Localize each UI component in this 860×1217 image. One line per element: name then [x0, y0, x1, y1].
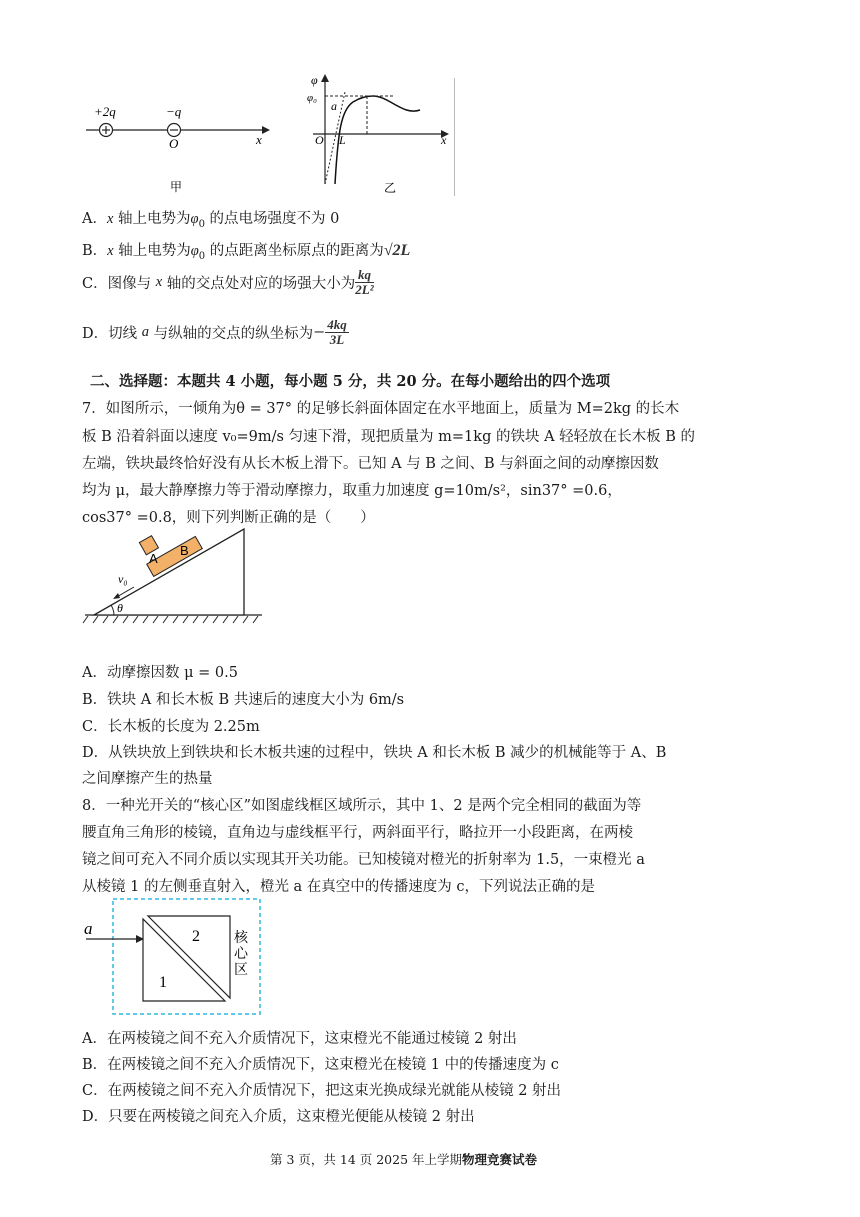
- q8-line-4: 从棱镜 1 的左侧垂直射入，橙光 a 在真空中的传播速度为 c，下列说法正确的是: [82, 879, 596, 895]
- figure-divider: [454, 78, 455, 196]
- q7-line-3: 左端，铁块最终恰好没有从长木板上滑下。已知 A 与 B 之间、B 与斜面之间的动摩擦因数: [82, 456, 659, 472]
- q7-line-5: cos37° =0.8，则下列判断正确的是（ ）: [82, 510, 375, 526]
- origin-label: O: [169, 136, 179, 151]
- block-a-label: A: [149, 551, 158, 566]
- a-label: a: [331, 99, 337, 113]
- prism-figure: [80, 895, 270, 1020]
- phi-axis-label: φ: [311, 73, 318, 87]
- q7-option-d-2: 之间摩擦产生的热量: [82, 771, 213, 787]
- charge-plus2q-label: +2q: [94, 104, 116, 119]
- x-axis-arrow: [262, 126, 270, 134]
- q6-option-c: C．图像与 x 轴的交点处对应的场强大小为 $\frac{kq}{\text{2L²}}$: [82, 267, 374, 297]
- figure-caption-yi: 乙: [384, 181, 397, 195]
- q6-option-b: B．x 轴上电势为$\varphi_0$ 的点距离坐标原点的距离为√2L: [82, 242, 411, 262]
- q7-option-b: B．铁块 A 和长木板 B 共速后的速度大小为 6m/s: [82, 692, 405, 708]
- q7-line-1: 7．如图所示，一倾角为θ = 37° 的足够长斜面体固定在水平地面上，质量为 M=2kg 的长木: [82, 401, 680, 417]
- origin-label-yi: O: [315, 133, 324, 147]
- q7-line-4: 均为 μ，最大静摩擦力等于滑动摩擦力，取重力加速度 g=10m/s²，sin37° =0.6，: [82, 483, 622, 499]
- phi0-label: φ₀: [307, 92, 317, 104]
- q7-option-c: C．长木板的长度为 2.25m: [82, 719, 260, 735]
- core-zone-char-3: 区: [234, 962, 248, 978]
- x-label-yi: x: [441, 133, 447, 147]
- incline-figure: [80, 525, 280, 630]
- prism-1-label: 1: [159, 974, 167, 991]
- page-footer: 第 3 页，共 14 页 2025 年上学期物理竞赛试卷: [270, 1152, 538, 1167]
- ray-a-label: a: [84, 919, 93, 938]
- q7-option-d-1: D．从铁块放上到铁块和长木板共速的过程中，铁块 A 和长木板 B 减少的机械能等于 A、B: [82, 745, 667, 761]
- prism-2-label: 2: [192, 928, 200, 945]
- q7-line-2: 板 B 沿着斜面以速度 v₀=9m/s 匀速下滑，现把质量为 m=1kg 的铁块 A 轻轻放在长木板 B 的: [82, 429, 696, 445]
- ground-hatching: [83, 616, 258, 623]
- section-heading: 二、选择题：本题共 4 小题，每小题 5 分，共 20 分。在每小题给出的四个选项: [90, 373, 611, 390]
- q8-option-b: B．在两棱镜之间不充入介质情况下，这束橙光在棱镜 1 中的传播速度为 c: [82, 1057, 559, 1073]
- figure-jia: [80, 98, 280, 198]
- q7-option-a: A．动摩擦因数 μ = 0.5: [82, 665, 238, 681]
- q8-line-1: 8．一种光开关的“核心区”如图虚线框区域所示，其中 1、2 是两个完全相同的截面为等: [82, 798, 642, 814]
- potential-curve: [335, 96, 420, 184]
- q8-option-d: D．只要在两棱镜之间充入介质，这束橙光便能从棱镜 2 射出: [82, 1109, 475, 1125]
- figure-caption-jia: 甲: [170, 180, 183, 194]
- figure-yi: [305, 72, 465, 202]
- core-zone-char-1: 核: [234, 930, 248, 946]
- q6-option-d: D．切线 a 与纵轴的交点的纵坐标为− $\frac{4kq}{3L}$: [82, 317, 347, 347]
- v0-label: v₀: [118, 572, 128, 586]
- prism-1: [143, 919, 225, 1001]
- fraction-4kq-3l: $\frac{4kq}{3L}$: [327, 317, 347, 347]
- L-label: L: [339, 133, 346, 147]
- charge-minusq-label: −q: [166, 104, 182, 119]
- fraction-kq-2l2: $\frac{kq}{\text{2L²}}$: [355, 267, 374, 297]
- x-axis-label: x: [256, 132, 262, 147]
- q8-line-2: 腰直角三角形的棱镜，直角边与虚线框平行，两斜面平行，略拉开一小段距离，在两棱: [82, 825, 633, 841]
- core-zone-char-2: 心: [234, 946, 248, 962]
- board-b-label: B: [180, 543, 189, 558]
- q6-option-a: A．x 轴上电势为$\varphi_0$ 的点电场强度不为 0: [82, 211, 340, 230]
- q8-option-a: A．在两棱镜之间不充入介质情况下，这束橙光不能通过棱镜 2 射出: [82, 1031, 517, 1047]
- theta-label: θ: [117, 601, 123, 615]
- q8-option-c: C．在两棱镜之间不充入介质情况下，把这束光换成绿光就能从棱镜 2 射出: [82, 1083, 562, 1099]
- q8-line-3: 镜之间可充入不同介质以实现其开关功能。已知棱镜对橙光的折射率为 1.5，一束橙光 a: [82, 852, 645, 868]
